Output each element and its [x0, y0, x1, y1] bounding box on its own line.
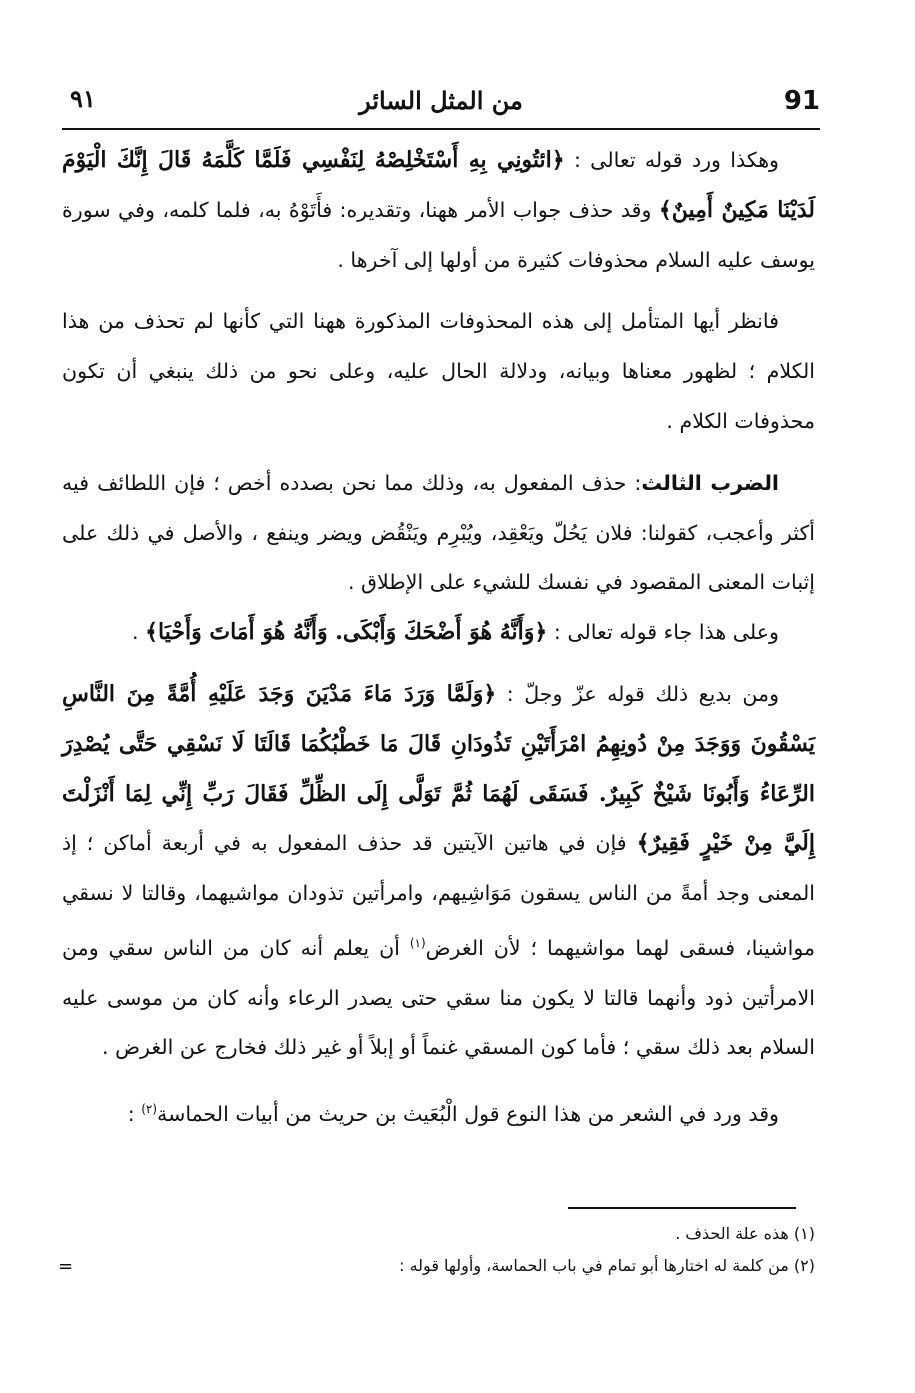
footnote-2: (٢) من كلمة له اختارها أبو تمام في باب الحماسة، وأولها قوله : [399, 1256, 815, 1275]
paragraph-5: ومن بديع ذلك قوله عزّ وجلّ : ﴿وَلَمَّا وَرَدَ مَاءَ مَدْيَنَ وَجَدَ عَلَيْهِ أُمَّةً مِنَ النَّاسِ يَسْقُونَ وَوَجَدَ مِنْ دُونِهِمُ امْرَأَتَيْنِ تَذُودَانِ قَالَ مَا خَطْبُكُمَا قَالَتَا لَا نَسْقِي حَتَّى يُصْدِرَ الرِّعَاءُ وَأَبُونَا شَيْخٌ كَبِيرٌ. فَسَقَى لَهُمَا ثُمَّ تَوَلَّى إِلَى الظِّلِّ فَقَالَ رَبِّ إِنِّي لِمَا أَنْزَلْتَ إِلَيَّ مِنْ خَيْرٍ فَقِيرٌ﴾ فإن في هاتين الآيتين قد حذف المفعول به في أربعة أماكن ؛ إذ المعنى وجد أمةً من الناس يسقون مَوَاشِيهم، وامرأتين تذودان مواشيهما، وقالتا لا نسقي مواشينا، فسقى لهما مواشيهما ؛ لأن الغرض$^{(١)}$ أن يعلم أنه كان من الناس سقي ومن الامرأتين ذود وأنهما قالتا لا يكون منا سقي حتى يصدر الرعاء وأنه كان من موسى عليه السلام بعد ذلك سقي ؛ فأما كون المسقي غنماً أو إبلاً أو غير ذلك فخارج عن الغرض . [62, 680, 815, 1060]
main-text [62, 136, 815, 1140]
continuation-mark: = [58, 1256, 74, 1277]
footnote-ref: (١) [409, 935, 426, 950]
footnote-ref: (٢) [141, 1102, 158, 1117]
footnote-rule [568, 1207, 796, 1209]
paragraph-1: وهكذا ورد قوله تعالى : ﴿ائتُونِي بِهِ أَسْتَخْلِصْهُ لِنَفْسِي فَلَمَّا كَلَّمَهُ قَالَ إِنَّكَ الْيَوْمَ لَدَيْنَا مَكِينٌ أَمِينٌ﴾ وقد حذف جواب الأمر ههنا، وتقديره: فأَتَوْهُ به، فلما كلمه، وفي سورة يوسف عليه السلام محذوفات كثيرة من أولها إلى آخرها . [62, 147, 816, 272]
paragraph-4: وعلى هذا جاء قوله تعالى : ﴿وَأَنَّهُ هُوَ أَضْحَكَ وَأَبْكَى. وَأَنَّهُ هُوَ أَمَاتَ وَأَحْيَا﴾ . [132, 619, 779, 646]
footnote-1: (١) هذه علة الحذف . [675, 1224, 815, 1243]
header-rule [62, 128, 820, 130]
page-header [62, 84, 820, 126]
running-title: من المثل السائر [359, 86, 523, 115]
section-heading: الضرب الثالث [641, 470, 779, 495]
page-number-arabic: ٩١ [70, 84, 96, 113]
quran-verse: ﴿وَأَنَّهُ هُوَ أَضْحَكَ وَأَبْكَى. وَأَنَّهُ هُوَ أَمَاتَ وَأَحْيَا﴾ [145, 619, 548, 646]
paragraph-2: فانظر أيها المتأمل إلى هذه المحذوفات المذكورة ههنا التي كأنها لم تحذف من هذا الكلام ؛ لظهور معناها وبيانه، ودلالة الحال عليه، وعلى نحو من ذلك ينبغي أن تكون محذوفات الكلام . [62, 309, 815, 433]
quran-verse: ﴿ائتُونِي بِهِ أَسْتَخْلِصْهُ لِنَفْسِي فَلَمَّا كَلَّمَهُ قَالَ إِنَّكَ الْيَوْمَ لَدَيْنَا مَكِينٌ أَمِينٌ﴾ [62, 147, 816, 223]
paragraph-6: وقد ورد في الشعر من هذا النوع قول الْبُعَيث بن حريث من أبيات الحماسة$^{(٢)}$ : [127, 1102, 779, 1127]
paragraph-3: الضرب الثالث: حذف المفعول به، وذلك مما نحن بصدده أخص ؛ فإن اللطائف فيه أكثر وأعجب، كقولنا: فلان يَحُلّ ويَعْقِد، ويُبْرِم ويَنْقُض ويضر وينفع ، والأصل في ذلك على إثبات المعنى المقصود في نفسك للشيء على الإطلاق . [62, 470, 815, 595]
footnotes [62, 1218, 815, 1282]
page-number-latin: 91 [783, 86, 820, 116]
quran-verse: ﴿وَلَمَّا وَرَدَ مَاءَ مَدْيَنَ وَجَدَ عَلَيْهِ أُمَّةً مِنَ النَّاسِ يَسْقُونَ وَوَجَدَ مِنْ دُونِهِمُ امْرَأَتَيْنِ تَذُودَانِ قَالَ مَا خَطْبُكُمَا قَالَتَا لَا نَسْقِي حَتَّى يُصْدِرَ الرِّعَاءُ وَأَبُونَا شَيْخٌ كَبِيرٌ. فَسَقَى لَهُمَا ثُمَّ تَوَلَّى إِلَى الظِّلِّ فَقَالَ رَبِّ إِنِّي لِمَا أَنْزَلْتَ إِلَيَّ مِنْ خَيْرٍ فَقِيرٌ﴾ [62, 680, 815, 857]
